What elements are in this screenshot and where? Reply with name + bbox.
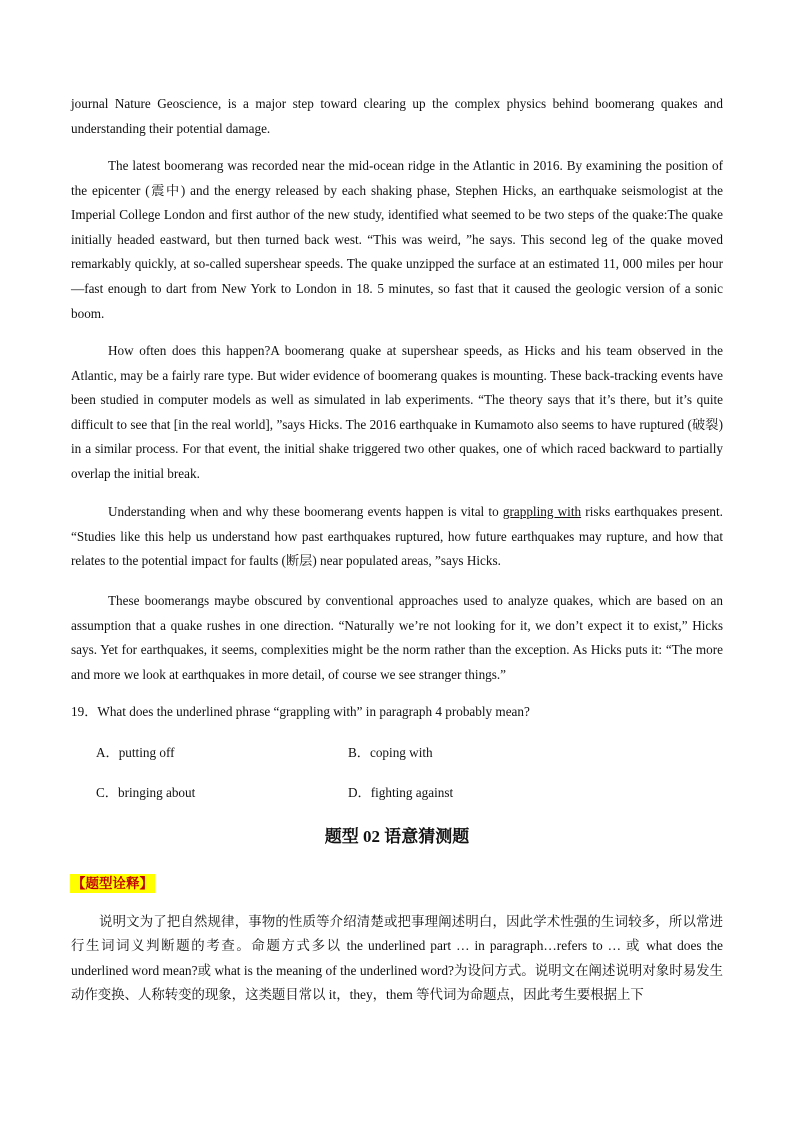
- paragraph-continued: journal Nature Geoscience, is a major step toward clearing up the complex physics behind boomerang quakes and understanding their potential damage.: [71, 96, 723, 136]
- paragraph-3-text-b: risks earthquakes present. “Studies like this help us understand how past earthquakes ruptured, how future earthquakes may rupture, and how that relates to the potential impact for faults (断层) near populated areas, ”says Hicks.: [71, 504, 723, 569]
- section-tag: 【题型诠释】: [72, 876, 153, 891]
- paragraph-3-text-a: Understanding when and why these boomerang events happen is vital to: [108, 504, 503, 519]
- paragraph-4: These boomerangs maybe obscured by conventional approaches used to analyze quakes, which are based on an assumption that a quake rushes in one direction. “Naturally we’re not looking for it, we don’t expect it to exist,” Hicks says. Yet for earthquakes, it seems, complexities might be the norm rather than the exception. As Hicks puts it: “The more and more we look at earthquakes in more detail, of course we see stranger things.”: [71, 593, 723, 682]
- option-c[interactable]: C．bringing about: [96, 785, 196, 800]
- section-heading: 题型 02 语意猜测题: [324, 827, 470, 846]
- underlined-phrase: grappling with: [502, 504, 582, 519]
- paragraph-3: [71, 500, 723, 574]
- paragraph-1: The latest boomerang was recorded near the mid-ocean ridge in the Atlantic in 2016. By examining the position of the epicenter (震中) and the energy released by each shaking phase, Stephen Hicks, an earthquake seismologist at the Imperial College London and first author of the new study, identified what seemed to be two steps of the quake:The quake initially headed eastward, but then turned back west. “This was weird, ”he says. This second leg of the quake moved remarkably quickly, at so-called supershear speeds. The quake unzipped the surface at an estimated 11, 000 miles per hour—fast enough to dart from New York to London in 18. 5 minutes, so fast that it caused the geologic version of a sonic boom.: [71, 158, 723, 321]
- option-a[interactable]: A．putting off: [96, 745, 175, 760]
- paragraph-2: How often does this happen?A boomerang quake at supershear speeds, as Hicks and his team observed in the Atlantic, may be a fairly rare type. But wider evidence of boomerang quakes is mounting. These back-tracking events have been studied in computer models as well as simulated in lab experiments. “The theory says that it’s there, but it’s quite difficult to see that [in the real world], ”says Hicks. The 2016 earthquake in Kumamoto also seems to have ruptured (破裂) in a similar process. For that event, the initial shake triggered two other quakes, one of which raced backward to partially overlap the initial break.: [71, 343, 724, 481]
- option-b[interactable]: B．coping with: [348, 745, 433, 760]
- question-19: 19．What does the underlined phrase “grappling with” in paragraph 4 probably mean?: [71, 704, 530, 719]
- option-d[interactable]: D．fighting against: [348, 785, 454, 800]
- section-body: 说明文为了把自然规律，事物的性质等介绍清楚或把事理阐述明白，因此学术性强的生词较多，所以常进行生词词义判断题的考查。命题方式多以 the underlined part … in paragraph…refers to … 或 what does the underlined word mean?或 what is the meaning of the underlined word?为设问方式。说明文在阐述说明对象时易发生动作变换、人称转变的现象，这类题目常以 it，they，them 等代词为命题点，因此考生要根据上下: [71, 914, 723, 1003]
